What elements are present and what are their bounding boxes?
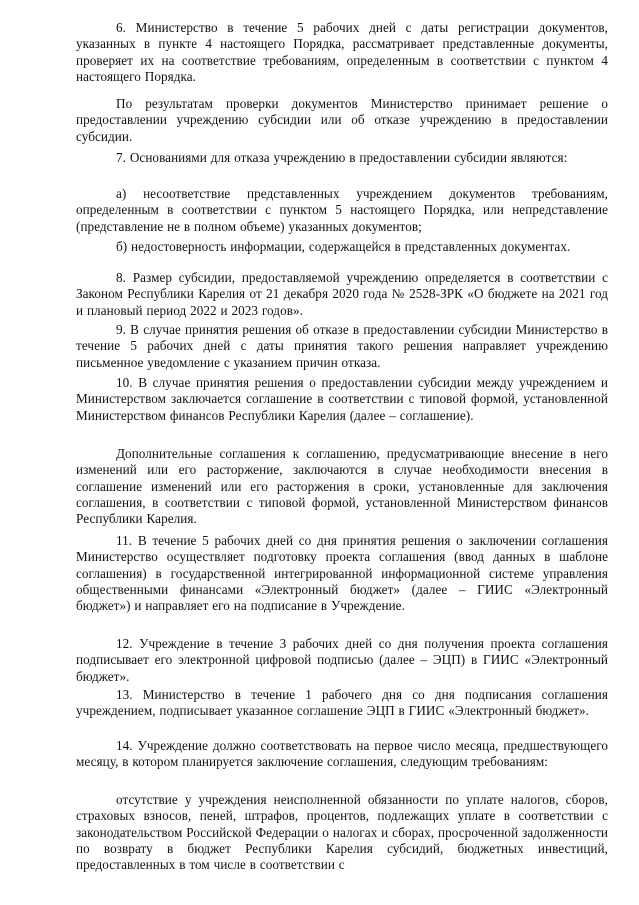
paragraph-7: 7. Основаниями для отказа учреждению в предоставлении субсидии являются:: [116, 150, 568, 165]
paragraph-8: 8. Размер субсидии, предоставляемой учреждению определяется в соответствии с Законом Республики Карелия от 21 декабря 2020 года № 2528-ЗРК «О бюджете на 2021 год и плановый период 2022 и 2023 годов».: [76, 270, 608, 318]
paragraph-14: 14. Учреждение должно соответствовать на первое число месяца, предшествующего месяцу, в котором планируется заключение соглашения, следующим требованиям:: [76, 738, 608, 770]
paragraph-6: 6. Министерство в течение 5 рабочих дней с даты регистрации документов, указанных в пункте 4 настоящего Порядка, рассматривает представленные документы, проверяет их на соответствие требованиям, определенным в соответствии с пунктом 4 настоящего Порядка.: [76, 20, 608, 84]
paragraph-13: 13. Министерство в течение 1 рабочего дня со дня подписания соглашения учреждением, подписывает указанное соглашение ЭЦП в ГИИС «Электронный бюджет».: [76, 687, 608, 719]
paragraph-11: 11. В течение 5 рабочих дней со дня принятия решения о заключении соглашения Министерство осуществляет подготовку проекта соглашения (ввод данных в шаблоне соглашения) в государственной интегрированной информационной системе управления общественными финансами «Электронный бюджет» (далее – ГИИС «Электронный бюджет») и направляет его на подписание в Учреждение.: [76, 533, 608, 614]
paragraph-9: 9. В случае принятия решения об отказе в предоставлении субсидии Министерство в течение 5 рабочих дней с даты принятия такого решения направляет учреждению письменное уведомление с указанием причин отказа.: [76, 322, 608, 370]
paragraph-7b: б) недостоверность информации, содержащейся в представленных документах.: [116, 239, 571, 254]
paragraph-12: 12. Учреждение в течение 3 рабочих дней со дня получения проекта соглашения подписывает его электронной цифровой подписью (далее – ЭЦП) в ГИИС «Электронный бюджет».: [76, 636, 608, 684]
paragraph-10: 10. В случае принятия решения о предоставлении субсидии между учреждением и Министерством заключается соглашение в соответствии с типовой формой, установленной Министерством финансов Республики Карелия (далее – соглашение).: [76, 375, 608, 423]
paragraph-7a: а) несоответствие представленных учреждением документов требованиям, определенным в соответствии с пунктом 5 настоящего Порядка, или непредставление (представление не в полном объеме) указанных документов;: [76, 186, 608, 234]
paragraph-6-result: По результатам проверки документов Министерство принимает решение о предоставлении учреждению субсидии или об отказе учреждению в предоставлении субсидии.: [76, 96, 608, 144]
paragraph-10-additional: Дополнительные соглашения к соглашению, предусматривающие внесение в него изменений или его расторжение, заключаются в случае необходимости внесения в соглашение изменений или его расторжения в сроки, установленные для заключения соглашения, в соответствии с типовой формой, установленной Министерством финансов Республики Карелия.: [76, 446, 608, 527]
paragraph-14-requirement: отсутствие у учреждения неисполненной обязанности по уплате налогов, сборов, страховых взносов, пеней, штрафов, процентов, подлежащих уплате в соответствии с законодательством Российской Федерации о налогах и сборах, просроченной задолженности по возврату в бюджет Республики Карелия субсидий, бюджетных инвестиций, предоставленных в том числе в соответствии с: [76, 792, 608, 873]
